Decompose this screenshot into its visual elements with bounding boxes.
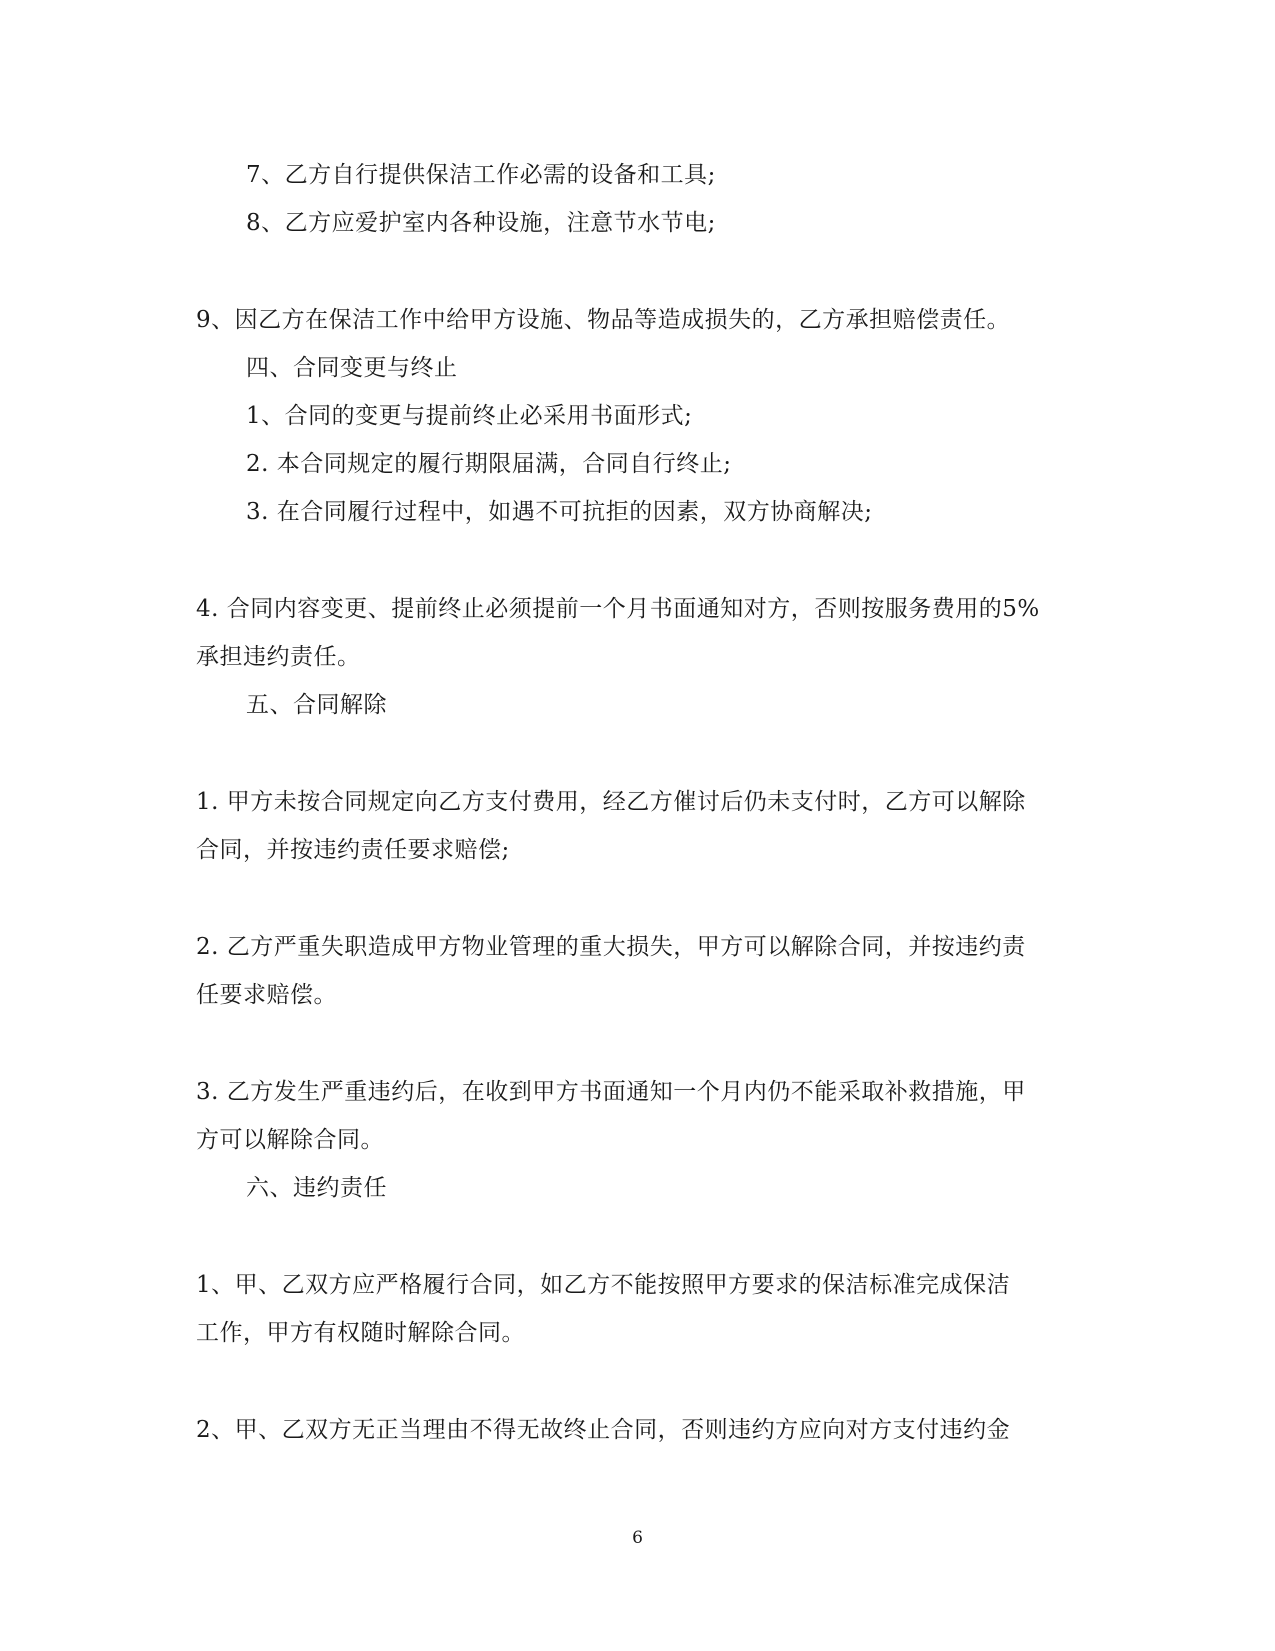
section-4-item-4-line-2: 承担违约责任。 [196, 644, 361, 670]
clause-7: 7、乙方自行提供保洁工作必需的设备和工具; [246, 162, 716, 188]
section-4-item-4-line-1: 4. 合同内容变更、提前终止必须提前一个月书面通知对方，否则按服务费用的5% [196, 596, 1040, 622]
section-heading-6: 六、违约责任 [246, 1175, 387, 1201]
section-6-item-2-line-1: 2、甲、乙双方无正当理由不得无故终止合同，否则违约方应向对方支付违约金 [196, 1417, 1011, 1443]
section-5-item-1-line-1: 1. 甲方未按合同规定向乙方支付费用，经乙方催讨后仍未支付时，乙方可以解除 [196, 789, 1026, 815]
section-4-item-2: 2. 本合同规定的履行期限届满，合同自行终止; [246, 451, 732, 477]
section-5-item-2-line-2: 任要求赔偿。 [196, 982, 337, 1008]
section-5-item-2-line-1: 2. 乙方严重失职造成甲方物业管理的重大损失，甲方可以解除合同，并按违约责 [196, 934, 1026, 960]
section-heading-4: 四、合同变更与终止 [246, 355, 458, 381]
clause-9: 9、因乙方在保洁工作中给甲方设施、物品等造成损失的，乙方承担赔偿责任。 [196, 307, 1011, 333]
section-5-item-1-line-2: 合同，并按违约责任要求赔偿; [196, 837, 510, 863]
section-4-item-1: 1、合同的变更与提前终止必采用书面形式; [246, 403, 693, 429]
section-6-item-1-line-2: 工作，甲方有权随时解除合同。 [196, 1320, 525, 1346]
section-heading-5: 五、合同解除 [246, 692, 387, 718]
section-5-item-3-line-2: 方可以解除合同。 [196, 1127, 384, 1153]
section-5-item-3-line-1: 3. 乙方发生严重违约后，在收到甲方书面通知一个月内仍不能采取补救措施，甲 [196, 1079, 1026, 1105]
section-4-item-3: 3. 在合同履行过程中，如遇不可抗拒的因素，双方协商解决; [246, 499, 873, 525]
page-number: 6 [632, 1528, 643, 1548]
clause-8: 8、乙方应爱护室内各种设施，注意节水节电; [246, 210, 716, 236]
section-6-item-1-line-1: 1、甲、乙双方应严格履行合同，如乙方不能按照甲方要求的保洁标准完成保洁 [196, 1272, 1011, 1298]
